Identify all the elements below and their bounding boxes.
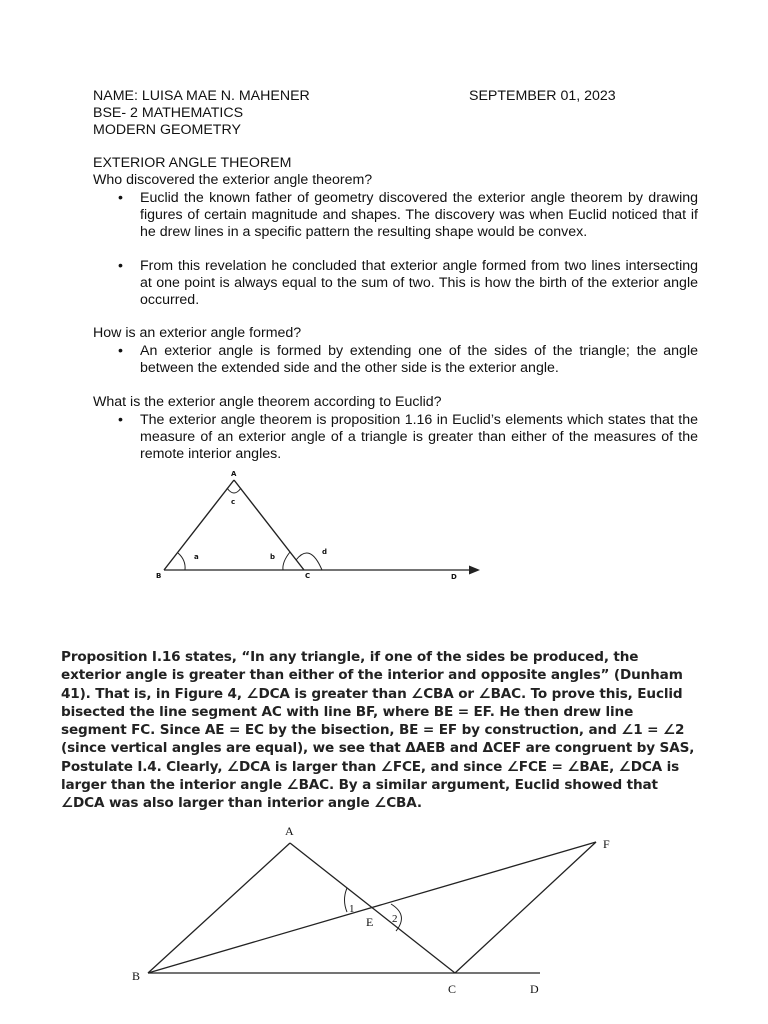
line-cf <box>455 842 596 973</box>
student-name: NAME: LUISA MAE N. MAHENER <box>93 88 310 104</box>
label-b-vertex: B <box>156 572 162 580</box>
label-angle-1: 1 <box>349 903 355 915</box>
bullet-icon: • <box>118 190 123 206</box>
label-a-vertex: A <box>231 470 237 478</box>
bullet-icon: • <box>118 258 123 274</box>
proposition-paragraph: Proposition I.16 states, “In any triangle, if one of the sides be produced, the exterior angle is greater than either of the interior and opposite angles” (Dunham 41). That is, in Figure 4, ∠DCA is greater than ∠CBA or ∠BAC. To prove this, Euclid bisected the line segment AC with line BF, where BE = EF. He then drew line segment FC. Since AE = EC by the bisection, BE = EF by construction, and ∠1 = ∠2 (since vertical angles are equal), we see that ΔAEB and ΔCEF are congruent by SAS, Postulate I.4. Clearly, ∠DCA is larger than ∠FCE, and since ∠FCE = ∠BAE, ∠DCA is larger than the interior angle ∠BAC. By a similar argument, Euclid showed that ∠DCA was also larger than interior angle ∠CBA. <box>61 649 695 812</box>
question-3: What is the exterior angle theorem according to Euclid? <box>93 394 442 410</box>
line-ba <box>148 843 290 973</box>
course: BSE- 2 MATHEMATICS <box>93 105 244 121</box>
angle-arc-c <box>227 488 241 493</box>
label-e-point: E <box>366 915 374 929</box>
label-d-vertex: D <box>451 573 457 581</box>
label-angle-2: 2 <box>392 913 398 925</box>
answer-1-bullet-1 <box>118 190 698 241</box>
bullet-text: An exterior angle is formed by extending one of the sides of the triangle; the angle between the extended side and the other side is the exterior angle. <box>140 343 698 376</box>
question-2: How is an exterior angle formed? <box>93 325 302 341</box>
angle-arc-a <box>178 553 185 570</box>
question-1: Who discovered the exterior angle theorem? <box>93 172 373 188</box>
label-angle-c: c <box>231 498 236 506</box>
side-ac <box>234 480 304 570</box>
label-a-point: A <box>285 824 294 838</box>
bullet-text: From this revelation he concluded that exterior angle formed from two lines intersecting at one point is always equal to the sum of two. This is how the birth of the exterior angle occurred. <box>140 258 698 308</box>
exterior-angle-triangle-figure <box>140 462 500 590</box>
answer-1-bullet-2 <box>118 258 698 309</box>
angle-arc-d <box>296 553 322 570</box>
answer-3-bullet-1 <box>118 412 698 463</box>
label-f-point: F <box>603 837 610 851</box>
label-angle-a: a <box>194 553 199 561</box>
topic-title: EXTERIOR ANGLE THEOREM <box>93 155 292 171</box>
label-angle-d: d <box>322 548 328 556</box>
bullet-icon: • <box>118 343 123 359</box>
line-bf <box>148 842 596 973</box>
answer-2-bullet-1 <box>118 343 698 377</box>
euclid-proof-figure <box>120 815 640 1005</box>
arrow-head-icon <box>469 566 480 575</box>
label-c-point: C <box>448 982 457 996</box>
bullet-text: Euclid the known father of geometry discovered the exterior angle theorem by drawing figures of certain magnitude and shapes. The discovery was when Euclid noticed that if he drew lines in a specific pattern the resulting shape would be convex. <box>140 190 698 240</box>
subject: MODERN GEOMETRY <box>93 122 241 138</box>
angle-arc-b <box>283 552 290 570</box>
label-d-point: D <box>530 982 539 996</box>
bullet-icon: • <box>118 412 123 428</box>
date: SEPTEMBER 01, 2023 <box>469 88 616 104</box>
side-ba <box>164 480 234 570</box>
label-angle-b: b <box>270 553 276 561</box>
label-c-vertex: C <box>305 572 311 580</box>
bullet-text: The exterior angle theorem is proposition 1.16 in Euclid’s elements which states that the measure of an exterior angle of a triangle is greater than either of the measures of the remote interior angles. <box>140 412 698 462</box>
label-b-point: B <box>132 969 141 983</box>
angle-arc-1 <box>345 888 348 912</box>
